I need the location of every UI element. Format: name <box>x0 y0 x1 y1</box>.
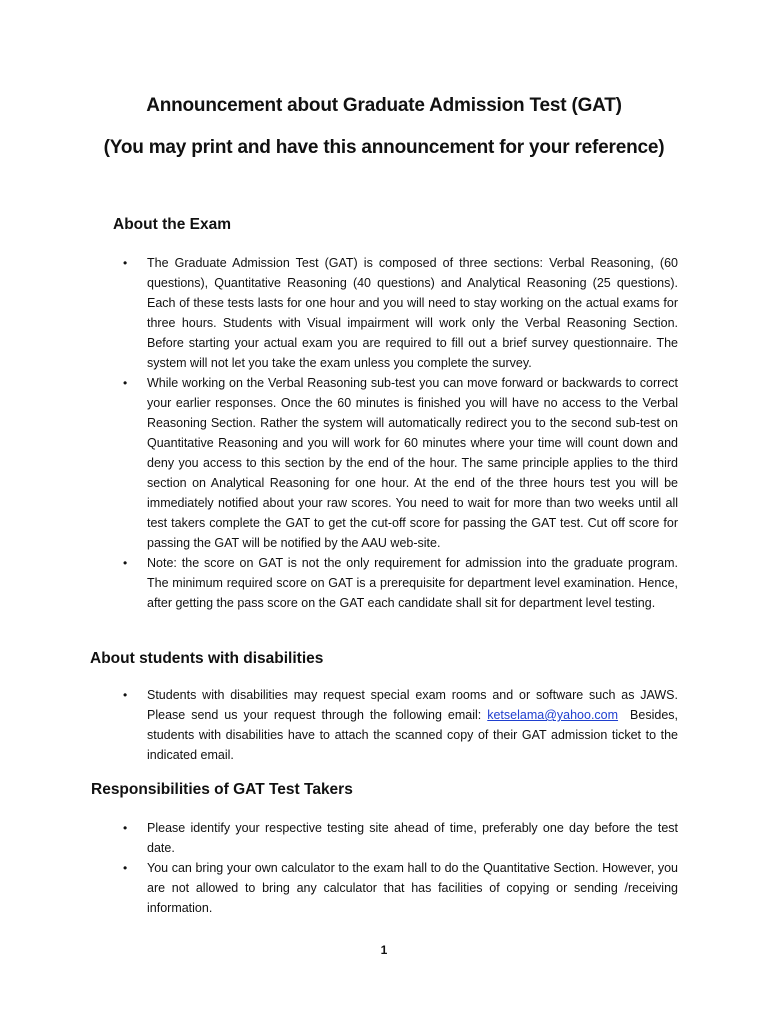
bullet-icon: • <box>123 376 128 390</box>
list-item-text: Note: the score on GAT is not the only requirement for admission into the graduate program. The minimum required score on GAT is a prerequisite for department level examination. Hence, after getting the pass score on the GAT each candidate shall sit for department level testing. <box>147 556 678 610</box>
document-subtitle: (You may print and have this announcement for your reference) <box>103 137 665 158</box>
list-item-text: You can bring your own calculator to the exam hall to do the Quantitative Section. However, you are not allowed to bring any calculator that has facilities of copying or sending /receiving information. <box>147 861 678 915</box>
responsibilities-list <box>123 818 678 918</box>
list-item <box>123 685 678 765</box>
about-exam-list <box>123 253 678 613</box>
bullet-icon: • <box>123 861 128 875</box>
list-item-text: Please identify your respective testing site ahead of time, preferably one day before the test date. <box>147 821 678 855</box>
email-link[interactable]: ketselama@yahoo.com <box>487 708 619 722</box>
document-title: Announcement about Graduate Admission Test (GAT) <box>146 95 622 116</box>
list-item <box>123 553 678 613</box>
bullet-icon: • <box>123 821 128 835</box>
page-number: 1 <box>380 943 388 957</box>
section-heading-disabilities: About students with disabilities <box>90 650 324 667</box>
disabilities-text-before: Students with disabilities may request special exam rooms and or software such as JAWS. Please send us your request through the following email: <box>147 688 678 722</box>
list-item <box>123 818 678 858</box>
section-heading-about-exam: About the Exam <box>113 216 231 233</box>
section-heading-responsibilities: Responsibilities of GAT Test Takers <box>91 781 353 798</box>
bullet-icon: • <box>123 256 128 270</box>
bullet-icon: • <box>123 556 128 570</box>
disabilities-text-after: Besides, students with disabilities have to attach the scanned copy of their GAT admission ticket to the indicated email. <box>147 708 678 762</box>
list-item-text: While working on the Verbal Reasoning sub-test you can move forward or backwards to correct your earlier responses. Once the 60 minutes is finished you will have no access to the Verbal Reasoning Section. Rather the system will automatically redirect you to the second sub-test on Quantitative Reasoning and you will work for 60 minutes where your time will count down and deny you access to this section by the end of the hour. The same principle applies to the third section on Analytical Reasoning for one hour. At the end of the three hours test you will be immediately notified about your raw scores. You need to wait for more than two weeks until all test takers complete the GAT to get the cut-off score for passing the GAT test. Cut off score for passing the GAT will be notified by the AAU web-site. <box>147 376 678 550</box>
list-item-text: The Graduate Admission Test (GAT) is composed of three sections: Verbal Reasoning, (60 questions), Quantitative Reasoning (40 questions) and Analytical Reasoning (25 questions). Each of these tests lasts for one hour and you will need to stay working on the actual exams for three hours. Students with Visual impairment will work only the Verbal Reasoning Section. Before starting your actual exam you are required to fill out a brief survey questionnaire. The system will not let you take the exam unless you complete the survey. <box>147 256 678 370</box>
list-item <box>123 253 678 373</box>
disabilities-list <box>123 685 678 765</box>
list-item <box>123 373 678 553</box>
list-item <box>123 858 678 918</box>
bullet-icon: • <box>123 688 128 702</box>
